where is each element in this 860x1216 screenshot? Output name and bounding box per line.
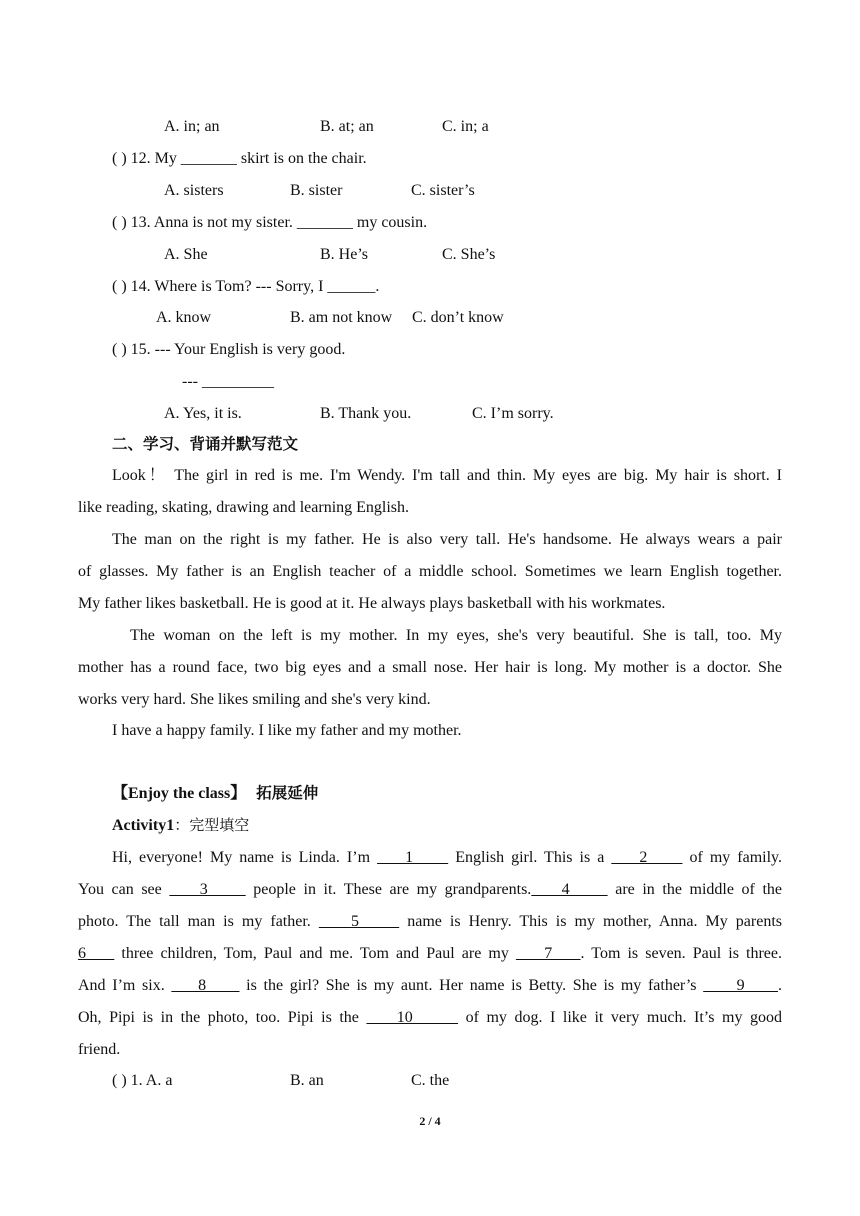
cloze-text: people in it. These are my grandparents.	[245, 881, 532, 898]
cloze-text: You can see	[78, 881, 170, 898]
page-total: 4	[434, 1114, 441, 1128]
activity-title	[112, 815, 249, 836]
cloze-text: Hi, everyone! My name is Linda. I’m	[112, 849, 378, 866]
page-sep: /	[425, 1114, 435, 1128]
option-b: B. am not know	[290, 309, 393, 326]
cloze-text: is the girl? She is my aunt. Her name is Betty. She is my father’s	[239, 977, 704, 994]
blank-5: 5	[318, 913, 400, 930]
cloze-text: And I’m six.	[78, 977, 172, 994]
answer-line: --- _________	[182, 373, 274, 390]
option-a: A. know	[156, 309, 212, 326]
activity-name: 完型填空	[189, 816, 250, 834]
text-line: like reading, skating, drawing and learning English.	[78, 499, 410, 516]
cloze-line: friend.	[78, 1041, 121, 1058]
option-c: C. She’s	[442, 246, 496, 263]
text-line: My father likes basketball. He is good at it. He always plays basketball with his workmates.	[78, 595, 666, 612]
question-stem: ( ) 14. Where is Tom? --- Sorry, I ______.	[112, 278, 380, 295]
cloze-passage	[78, 842, 782, 1066]
text-line: The man on the right is my father. He is also very tall. He's handsome. He always wears a pair	[112, 531, 782, 548]
blank-9: 9	[703, 977, 779, 994]
activity-label: Activity1	[112, 817, 175, 834]
option-a: A. She	[164, 246, 208, 263]
option-b: B. Thank you.	[320, 405, 412, 422]
blank-6: 6	[78, 945, 115, 962]
blank-2: 2	[611, 849, 683, 866]
cloze-line	[78, 842, 782, 874]
cloze-text: photo. The tall man is my father.	[78, 913, 319, 930]
option-c: C. the	[411, 1072, 450, 1089]
model-paragraph-3	[78, 620, 782, 716]
text-line: Look！ The girl in red is me. I'm Wendy. I'm tall and thin. My eyes are big. My hair is short. I	[112, 467, 782, 484]
cloze-line	[78, 1002, 782, 1034]
text-line: The woman on the left is my mother. In my eyes, she's very beautiful. She is tall, too. My	[130, 627, 782, 644]
cloze-text: .	[778, 977, 783, 994]
enjoy-heading	[112, 783, 318, 804]
option-b: B. an	[290, 1072, 324, 1089]
option-c: C. don’t know	[412, 309, 504, 326]
option-c: C. sister’s	[411, 182, 475, 199]
option-b: B. He’s	[320, 246, 368, 263]
option-b: B. sister	[290, 182, 343, 199]
option-b: B. at; an	[320, 118, 374, 135]
option-a: A. in; an	[164, 118, 220, 135]
page-number	[0, 1113, 860, 1129]
enjoy-heading-cn: 拓展延伸	[256, 784, 319, 802]
question-stem: ( ) 1. A. a	[112, 1072, 173, 1089]
cloze-text: Oh, Pipi is in the photo, too. Pipi is the	[78, 1009, 367, 1026]
blank-4: 4	[531, 881, 608, 898]
question-stem: ( ) 12. My _______ skirt is on the chair.	[112, 150, 367, 167]
cloze-line	[78, 938, 782, 970]
cloze-text: name is Henry. This is my mother, Anna. My parents	[399, 913, 782, 930]
cloze-line	[78, 970, 782, 1002]
cloze-line	[78, 874, 782, 906]
option-a: A. sisters	[164, 182, 224, 199]
cloze-text: of my family.	[682, 849, 783, 866]
option-c: C. in; a	[442, 118, 489, 135]
text-line: works very hard. She likes smiling and she's very kind.	[78, 691, 431, 708]
activity-sep: ：	[174, 816, 190, 834]
cloze-text: are in the middle of the	[607, 881, 782, 898]
option-c: C. I’m sorry.	[472, 405, 554, 422]
cloze-text: three children, Tom, Paul and me. Tom and Paul are my	[114, 945, 516, 962]
blank-7: 7	[515, 945, 581, 962]
blank-10: 10	[366, 1009, 459, 1026]
blank-8: 8	[171, 977, 240, 994]
text-line: mother has a round face, two big eyes and a small nose. Her hair is long. My mother is a doctor. She	[78, 659, 782, 676]
enjoy-heading-en: 【Enjoy the class】	[112, 785, 247, 802]
page-current: 2	[419, 1114, 426, 1128]
cloze-text: English girl. This is a	[448, 849, 612, 866]
cloze-text: of my dog. I like it very much. It’s my good	[458, 1009, 782, 1026]
model-paragraph-1	[78, 460, 782, 524]
blank-1: 1	[377, 849, 449, 866]
model-paragraph-4: I have a happy family. I like my father and my mother.	[112, 722, 462, 739]
cloze-text: . Tom is seven. Paul is three.	[580, 945, 782, 962]
model-paragraph-2	[78, 524, 782, 620]
text-line: of glasses. My father is an English teacher of a middle school. Sometimes we learn English together.	[78, 563, 782, 580]
question-stem: ( ) 13. Anna is not my sister. _______ my cousin.	[112, 214, 428, 231]
option-a: A. Yes, it is.	[164, 405, 242, 422]
section-heading: 二、学习、背诵并默写范文	[112, 435, 299, 453]
cloze-line	[78, 906, 782, 938]
blank-3: 3	[169, 881, 246, 898]
question-stem: ( ) 15. --- Your English is very good.	[112, 341, 346, 358]
